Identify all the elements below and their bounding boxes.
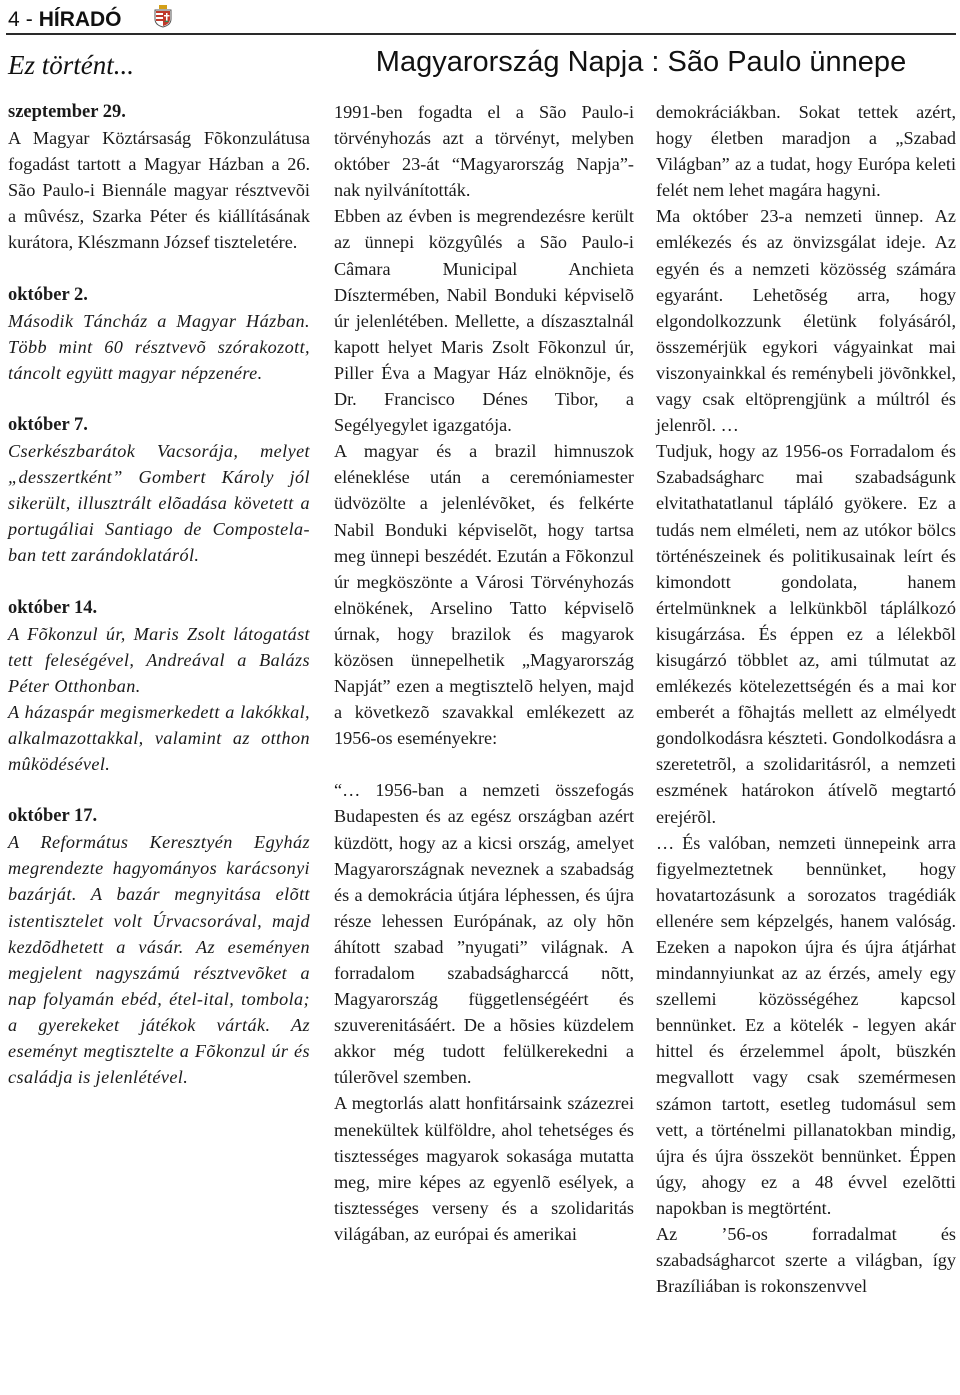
event-text: Második Táncház a Magyar Házban. Több mint 60 résztvevõ szórakozott, táncolt együtt magyar népzenére.	[8, 310, 310, 383]
page-header	[8, 6, 122, 34]
event-text: A Fõkonzul úr, Maris Zsolt látogatást tett feleségével, Andreával a Balázs Péter Otthonban.	[8, 623, 310, 696]
article-paragraph: A magyar és a brazil himnuszok eléneklése után a ceremóniamester üdvözölte a jelenlévõket, és felkérte Nabil Bonduki képviselõt, hogy tartsa meg ünnepi beszédét. Ezután a Fõkonzul úr megköszönte a Városi Törvényhozás elnökének, Arselino Tatto képviselõ úrnak, hogy brazilok és magyarok közösen ünnepelhetik „Magyarország Napját” ezen a megtisztelõ helyen, majd a következõ szavakkal emlékezett az 1956-os eseményekre:	[334, 441, 634, 749]
event-date: október 14.	[8, 597, 98, 618]
header-separator: -	[25, 8, 33, 31]
article-paragraph: 1991-ben fogadta el a São Paulo-i törvényhozás azt a törvényt, melyben október 23-át “Magyarország Napja”- nak nyilvánították.	[334, 102, 634, 201]
event-text: A Magyar Köztársaság Fõkonzulátusa fogadást tartott a Magyar Házban a 26. São Paulo-i Biennále magyar résztvevõi a mûvész, Szarka Péter és kiállításának kurátora, Klészmann József tiszteletére.	[8, 128, 310, 253]
event-text: A Református Keresztyén Egyház megrendezte hagyományos karácsonyi bazárját. A bazár megnyitása elõtt istentisztelet volt Úrvacsorával, majd kezdõdhetett a vásár. Az eseményen megjelent nagyszámú résztvevõket a nap folyamán ebéd, étel-ital, tombola; a gyerekeket játékok várták. Az eseményt megtisztelte a Fõkonzul úr és családja is jelenlétével.	[8, 832, 310, 1088]
event-entry	[8, 412, 310, 569]
event-date: szeptember 29.	[8, 102, 126, 122]
event-text: A házaspár megismerkedett a lakókkal, alkalmazottakkal, valamint az otthon mûködésével.	[8, 701, 310, 775]
event-entry	[8, 595, 310, 778]
sidebar-title: Ez történt...	[8, 50, 134, 80]
speech-quote: “… 1956-ban a nemzeti összefogás Budapesten és az egész országban azért küzdött, hogy az a kicsi ország, amelyet Magyarországnak neveznek a szabadság és a demokrácia útjára léphessen, és újra része lehessen Európának, az oly hõn áhított szabad ”nyugati” világnak. A forradalom szabadságharccá nõtt, Magyarország függetlenségéért és szuverenitásáért. De a hõsies küzdelem akkor még tudott felülkerekedni a túlerõvel szemben.	[334, 780, 634, 1088]
page-number: 4	[8, 8, 20, 31]
article-paragraph: A megtorlás alatt honfitársaink százezrei menekültek külföldre, ahol tehetséges és tisztességes magyarok sokasága mutatta meg, mire képes az egyenlõ esélyek, a tisztességes verseny és a szolidaritás világában, az európai és amerikai	[334, 1093, 634, 1244]
event-text: Cserkészbarátok Vacsorája, melyet „desszertként” Gombert Károly jól sikerült, illusztrált elõadása követett a portugáliai Santiago de Compostela-ban tett zarándoklatáról.	[8, 441, 310, 566]
event-entry	[8, 282, 310, 386]
article-title: Magyarország Napja : São Paulo ünnepe	[375, 46, 907, 78]
article-paragraph: demokráciákban. Sokat tettek azért, hogy életben maradjon a „Szabad Világban” az a tudat, hogy Európa keleti felét nem lehet magára hagyni.	[656, 102, 956, 201]
article-column-1	[334, 99, 634, 1247]
article-column-2	[656, 99, 956, 1299]
article-paragraph: Ma október 23-a nemzeti ünnep. Az emlékezés és az önvizsgálat ideje. Az egyén és a nemzeti közösség számára egyaránt. Lehetõség arra, hogy elgondolkozzunk életünk folyásáról, összemérjük egykori vágyainkat mai viszonyainkkal és reménybeli jövõnkkel, vagy csak eltöprengjünk a múltról és jelenrõl. …	[656, 206, 956, 436]
event-entry	[8, 803, 310, 1090]
header-rule	[6, 33, 956, 35]
article-paragraph: Ebben az évben is megrendezésre került az ünnepi közgyûlés a São Paulo-i Câmara Municipal Anchieta Dísztermében, Nabil Bonduki képviselõ úr jelenlétében. Mellette, a díszasztalnál kapott helyet Maris Zsolt Fõkonzul úr, Piller Éva a Magyar Ház elnöknõje, és Dr. Francisco Dénes Tibor, a Segélyegylet igazgatója.	[334, 206, 634, 436]
hungarian-crest-icon	[152, 4, 174, 28]
article-paragraph: … És valóban, nemzeti ünnepeink arra figyelmeztetnek bennünket, hogy hovatartozásunk a sorozatos tragédiák ellenére sem képzelgés, hanem valóság. Ezeken a napokon újra és újra átjárhat mindannyiunkat az az érzés, amely egy szellemi közösségéhez kapcsol bennünket. Ez a kötelék - legyen akár hittel és érzelemmel ápolt, büszkén megvallott vagy csak szemérmesen számon tartott, esetleg tudomásul sem vett, a történelmi pillanatokban mindig, újra és újra összeköt bennünket. Éppen úgy, ahogy ez a 48 évvel ezelõtti napokban is megtörtént.	[656, 832, 956, 1218]
event-entry	[8, 99, 310, 256]
publication-name: HÍRADÓ	[38, 8, 122, 31]
event-date: október 17.	[8, 806, 98, 827]
article-paragraph: Tudjuk, hogy az 1956-os Forradalom és Szabadságharc mai szabadságunk elvitathatatlanul tápláló gyökere. Ez a tudás nem elméleti, nem az utókor bölcs történészeinek és politikusainak leírt és kimondott gondolata, hanem értelmünknek a lelkünkbõl táplálkozó kisugárzása. És éppen ez a lélekbõl kisugárzó többlet az, ami túlmutat az emlékezés kötelezettségén és a mai kor emberét a fõhajtás mellett az elmélyedt gondolkodásra készteti. Gondolkodásra a szeretetrõl, a szolidaritásról, a nemzeti eszmének határokon átívelõ megtartó erejérõl.	[656, 441, 957, 827]
event-date: október 7.	[8, 414, 88, 435]
events-column	[8, 99, 310, 1116]
event-date: október 2.	[8, 284, 88, 305]
article-paragraph: Az ’56-os forradalmat és szabadságharcot szerte a világban, így Brazíliában is rokonszenvvel	[656, 1224, 956, 1297]
